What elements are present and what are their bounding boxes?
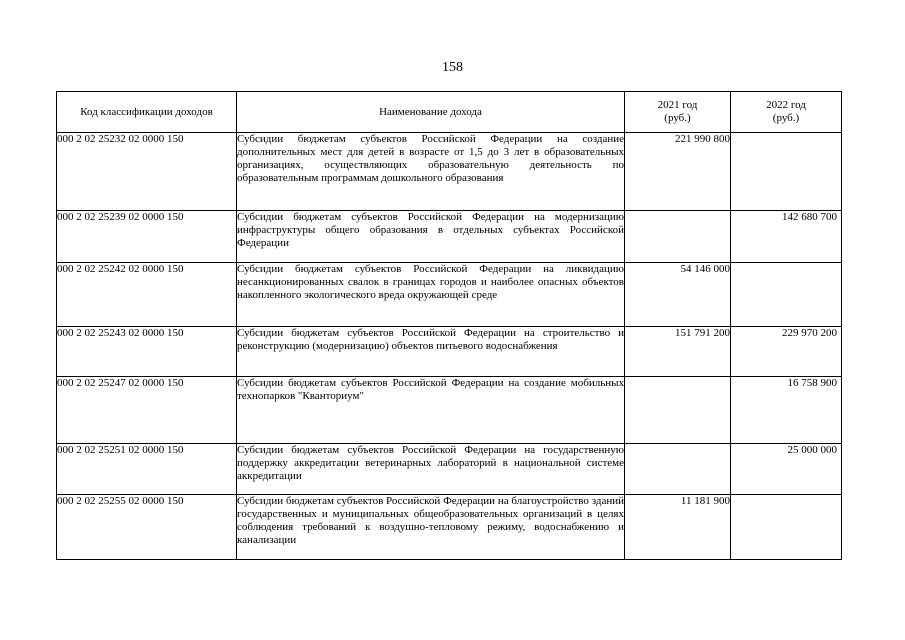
row-code: 000 2 02 25247 02 0000 150 xyxy=(57,377,237,444)
row-name: Субсидии бюджетам субъектов Российской Федерации на модернизацию инфраструктуры общего образования в отдельных субъектах Российской Федерации xyxy=(237,211,625,263)
row-code: 000 2 02 25255 02 0000 150 xyxy=(57,495,237,560)
table-row xyxy=(57,444,842,495)
row-amount-2021: 54 146 000 xyxy=(625,263,731,327)
row-amount-2021 xyxy=(625,211,731,263)
row-amount-2022 xyxy=(731,263,842,327)
row-amount-2022: 142 680 700 xyxy=(731,211,842,263)
row-amount-2022: 16 758 900 xyxy=(731,377,842,444)
table-row xyxy=(57,495,842,560)
row-name: Субсидии бюджетам субъектов Российской Федерации на создание дополнительных мест для детей в возрасте от 1,5 до 3 лет в образовательных организациях, осуществляющих образовательную деятельность по образовательным программам дошкольного образования xyxy=(237,133,625,211)
row-code: 000 2 02 25242 02 0000 150 xyxy=(57,263,237,327)
row-amount-2022 xyxy=(731,133,842,211)
table-header-row xyxy=(57,92,842,133)
row-amount-2021 xyxy=(625,377,731,444)
row-code: 000 2 02 25243 02 0000 150 xyxy=(57,327,237,377)
income-table xyxy=(56,91,842,560)
row-code: 000 2 02 25251 02 0000 150 xyxy=(57,444,237,495)
table-row xyxy=(57,377,842,444)
row-code: 000 2 02 25232 02 0000 150 xyxy=(57,133,237,211)
row-name: Субсидии бюджетам субъектов Российской Федерации на строительство и реконструкцию (модернизацию) объектов питьевого водоснабжения xyxy=(237,327,625,377)
row-name: Субсидии бюджетам субъектов Российской Федерации на создание мобильных технопарков "Кванториум" xyxy=(237,377,625,444)
table-row xyxy=(57,133,842,211)
header-2022: 2022 год (руб.) xyxy=(731,92,842,133)
row-amount-2021: 151 791 200 xyxy=(625,327,731,377)
row-code: 000 2 02 25239 02 0000 150 xyxy=(57,211,237,263)
header-code: Код классификации доходов xyxy=(57,92,237,133)
header-name: Наименование дохода xyxy=(237,92,625,133)
table-row xyxy=(57,211,842,263)
header-2021: 2021 год (руб.) xyxy=(625,92,731,133)
row-name: Субсидии бюджетам субъектов Российской Федерации на ликвидацию несанкционированных свалок в границах городов и наиболее опасных объектов накопленного экологического вреда окружающей среде xyxy=(237,263,625,327)
table-row xyxy=(57,327,842,377)
row-amount-2021: 221 990 800 xyxy=(625,133,731,211)
row-amount-2021: 11 181 900 xyxy=(625,495,731,560)
row-amount-2022 xyxy=(731,495,842,560)
row-amount-2022: 25 000 000 xyxy=(731,444,842,495)
row-amount-2022: 229 970 200 xyxy=(731,327,842,377)
row-amount-2021 xyxy=(625,444,731,495)
row-name: Субсидии бюджетам субъектов Российской Федерации на государственную поддержку аккредитации ветеринарных лабораторий в национальной системе аккредитации xyxy=(237,444,625,495)
row-name: Субсидии бюджетам субъектов Российской Федерации на благоустройство зданий государственных и муниципальных общеобразовательных организаций в целях соблюдения требований к воздушно-тепловому режиму, водоснабжению и канализации xyxy=(237,495,625,560)
page-number: 158 xyxy=(442,60,463,75)
table-row xyxy=(57,263,842,327)
